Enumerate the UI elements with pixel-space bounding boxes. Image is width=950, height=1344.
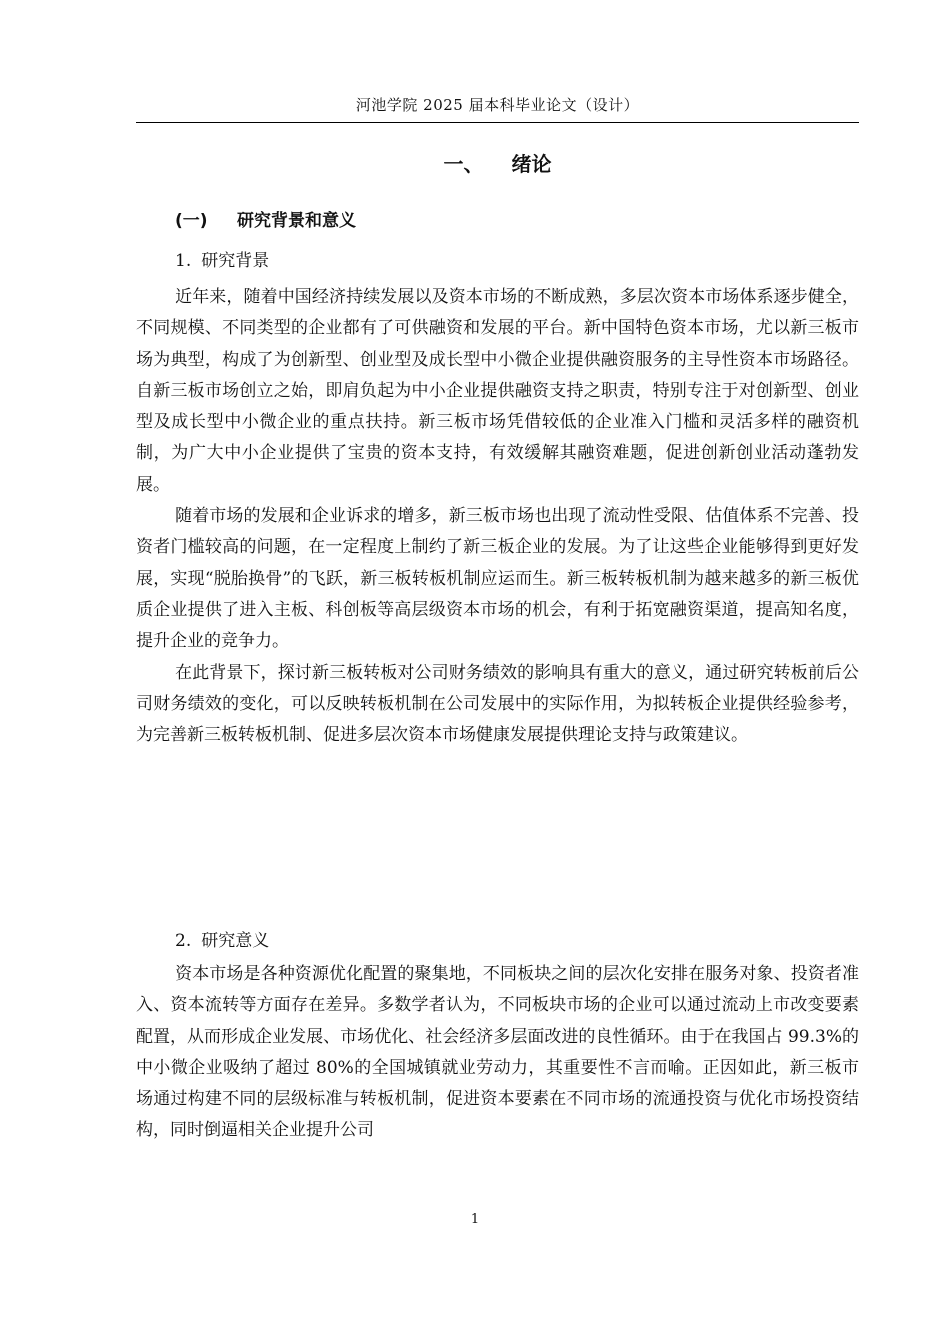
chapter-heading [136,148,859,177]
section-number: (一) [175,211,208,231]
running-header: 河池学院 2025 届本科毕业论文（设计） [355,96,640,114]
section-title: 研究背景和意义 [237,211,356,231]
paragraph: 资本市场是各种资源优化配置的聚集地，不同板块之间的层次化安排在服务对象、投资者准入、资本流转等方面存在差异。多数学者认为，不同板块市场的企业可以通过流动上市改变要素配置，从而形成企业发展、市场优化、社会经济多层面改进的良性循环。由于在我国占 99.3%的中小微企业吸纳了超过 80%的全国城镇就业劳动力，其重要性不言而喻。正因如此，新三板市场通过构建不同的层级标准与转板机制，促进资本要素在不同市场的流通投资与优化市场投资结构，同时倒逼相关企业提升公司 [136,964,859,1141]
paragraph: 近年来，随着中国经济持续发展以及资本市场的不断成熟，多层次资本市场体系逐步健全，不同规模、不同类型的企业都有了可供融资和发展的平台。新中国特色资本市场，尤以新三板市场为典型，构成了为创新型、创业型及成长型中小微企业提供融资服务的主导性资本市场路径。自新三板市场创立之始，即肩负起为中小企业提供融资支持之职责，特别专注于对创新型、创业型及成长型中小微企业的重点扶持。新三板市场凭借较低的企业准入门槛和灵活多样的融资机制，为广大中小企业提供了宝贵的资本支持，有效缓解其融资难题，促进创新创业活动蓬勃发展。 [136,287,859,495]
subsection-title: 研究意义 [201,931,270,951]
chapter-title: 绪论 [511,152,552,176]
section-heading [175,206,356,231]
page-number: 1 [470,1212,480,1227]
subsection-number: 2. [175,931,192,951]
significance-body [136,959,859,1147]
paragraph: 在此背景下，探讨新三板转板对公司财务绩效的影响具有重大的意义，通过研究转板前后公司财务绩效的变化，可以反映转板机制在公司发展中的实际作用，为拟转板企业提供经验参考，为完善新三板转板机制、促进多层次资本市场健康发展提供理论支持与政策建议。 [136,662,859,746]
subsection-heading-2 [175,926,269,951]
subsection-heading-1 [175,246,269,271]
paragraph: 随着市场的发展和企业诉求的增多，新三板市场也出现了流动性受限、估值体系不完善、投资者门槛较高的问题，在一定程度上制约了新三板企业的发展。为了让这些企业能够得到更好发展，实现“脱胎换骨”的飞跃，新三板转板机制应运而生。新三板转板机制为越来越多的新三板优质企业提供了进入主板、科创板等高层级资本市场的机会，有利于拓宽融资渠道，提高知名度，提升企业的竞争力。 [136,506,859,652]
subsection-title: 研究背景 [201,251,270,271]
background-body [136,282,859,751]
header-rule [136,122,859,123]
subsection-number: 1. [175,251,192,271]
chapter-number: 一、 [443,152,484,176]
